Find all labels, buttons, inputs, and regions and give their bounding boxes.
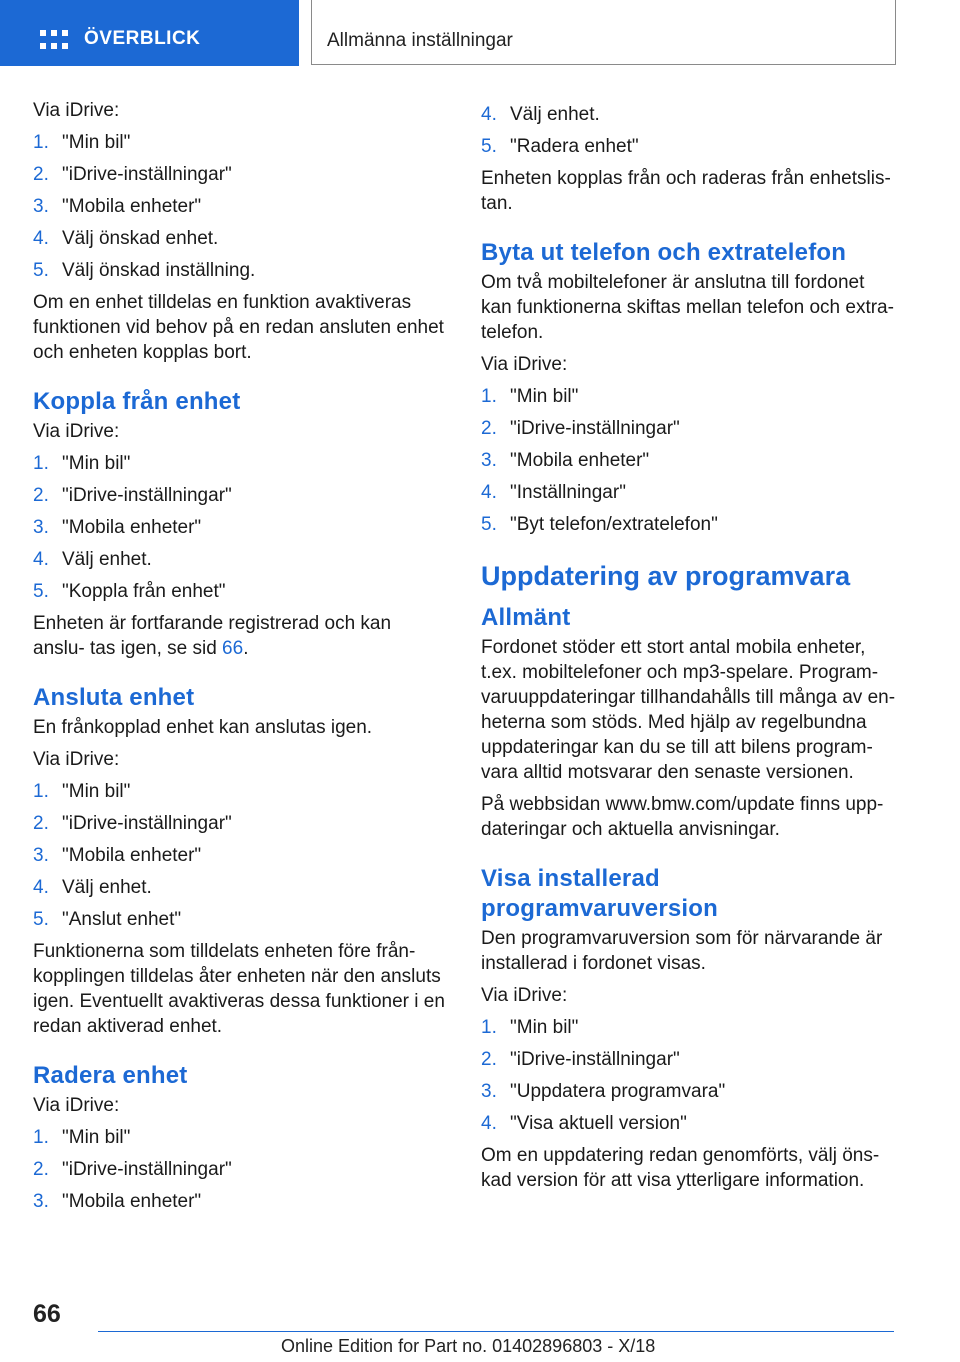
- step-number: 3.: [33, 1191, 49, 1212]
- list-item: [33, 515, 448, 540]
- paragraph: En frånkopplad enhet kan anslutas igen.: [33, 717, 373, 738]
- step-text: "Min bil": [62, 781, 131, 802]
- step-text: "Mobila enheter": [62, 845, 202, 866]
- step-text: "iDrive-inställningar": [62, 164, 232, 185]
- steps-list: [33, 130, 448, 283]
- step-number: 2.: [33, 485, 49, 506]
- step-text: "Min bil": [62, 132, 131, 153]
- heading-show-installed-version: Visa installerad programvaruversion: [481, 865, 719, 922]
- step-text: "Inställningar": [510, 482, 626, 503]
- steps-list: [481, 102, 896, 159]
- left-column: [33, 98, 448, 1221]
- paragraph: Fordonet stöder ett stort antal mobila enheter, t.ex. mobiltelefoner och mp3-spelare. Program‐ varuuppdateringar tillhandahålls till många av en‐ heterna som stöds. Med hjälp av regelbundna uppdateringar kan du se till att bilens program‐ vara alltid motsvarar den senaste versionen.: [481, 637, 896, 783]
- via-idrive-text: Via iDrive:: [33, 1095, 120, 1116]
- step-text: "Mobila enheter": [510, 450, 650, 471]
- step-number: 2.: [33, 813, 49, 834]
- step-text: "Uppdatera programvara": [510, 1081, 726, 1102]
- steps-list: [481, 1015, 896, 1136]
- top-navigation-bar: [0, 0, 960, 66]
- step-number: 2.: [481, 1049, 497, 1070]
- list-item: [33, 194, 448, 219]
- list-item: [481, 1079, 896, 1104]
- step-text: "Min bil": [62, 1127, 131, 1148]
- page-number: 66: [33, 1300, 61, 1328]
- via-idrive-text: Via iDrive:: [33, 100, 120, 121]
- step-number: 1.: [33, 781, 49, 802]
- step-number: 3.: [33, 845, 49, 866]
- paragraph: Om en uppdatering redan genomförts, välj öns‐ kad version för att visa ytterligare information.: [481, 1145, 880, 1191]
- step-text: "iDrive-inställningar": [510, 1049, 680, 1070]
- list-item: [33, 547, 448, 572]
- list-item: [33, 811, 448, 836]
- step-number: 4.: [481, 482, 497, 503]
- step-number: 5.: [33, 581, 49, 602]
- step-text: "Min bil": [62, 453, 131, 474]
- list-item: [481, 1111, 896, 1136]
- right-column: [481, 98, 896, 1200]
- step-text: "iDrive-inställningar": [510, 418, 680, 439]
- step-text: "iDrive-inställningar": [62, 813, 232, 834]
- list-item: [33, 1125, 448, 1150]
- paragraph: Funktionerna som tilldelats enheten före från‐ kopplingen tilldelas åter enheten när den ansluts igen. Eventuellt avaktiveras dessa funktioner i en redan aktiverad enhet.: [33, 941, 445, 1037]
- step-text: Välj enhet.: [510, 104, 600, 125]
- step-number: 3.: [481, 1081, 497, 1102]
- step-number: 1.: [33, 453, 49, 474]
- paragraph: Den programvaruversion som för närvarande är installerad i fordonet visas.: [481, 928, 883, 974]
- step-text: "Byt telefon/extratelefon": [510, 514, 718, 535]
- list-item: [481, 512, 896, 537]
- list-item: [481, 134, 896, 159]
- step-number: 4.: [33, 549, 49, 570]
- step-number: 4.: [481, 1113, 497, 1134]
- page-reference-link[interactable]: 66: [222, 638, 244, 659]
- step-number: 2.: [33, 164, 49, 185]
- step-text: Välj önskad inställning.: [62, 260, 256, 281]
- footer-edition-text: Online Edition for Part no. 01402896803 - X/18: [281, 1336, 656, 1356]
- step-number: 2.: [481, 418, 497, 439]
- tab-section[interactable]: [311, 0, 896, 65]
- step-number: 1.: [33, 132, 49, 153]
- list-item: [33, 843, 448, 868]
- step-number: 3.: [33, 196, 49, 217]
- list-item: [481, 384, 896, 409]
- list-item: [481, 102, 896, 127]
- step-number: 5.: [481, 514, 497, 535]
- via-idrive-text: Via iDrive:: [481, 985, 568, 1006]
- step-number: 2.: [33, 1159, 49, 1180]
- list-item: [33, 779, 448, 804]
- step-text: "Mobila enheter": [62, 1191, 202, 1212]
- step-number: 4.: [33, 877, 49, 898]
- step-text: Välj enhet.: [62, 549, 152, 570]
- step-number: 5.: [33, 909, 49, 930]
- steps-list: [33, 779, 448, 932]
- step-number: 1.: [481, 1017, 497, 1038]
- heading-general: Allmänt: [481, 604, 571, 631]
- list-item: [33, 1189, 448, 1214]
- paragraph: [33, 611, 448, 661]
- step-number: 3.: [33, 517, 49, 538]
- list-item: [33, 130, 448, 155]
- tab-overview-label: ÖVERBLICK: [84, 28, 201, 49]
- list-item: [33, 483, 448, 508]
- list-item: [33, 875, 448, 900]
- step-text: Välj enhet.: [62, 877, 152, 898]
- list-item: [33, 1157, 448, 1182]
- steps-list: [33, 1125, 448, 1214]
- list-item: [33, 579, 448, 604]
- step-text: "Mobila enheter": [62, 196, 202, 217]
- step-text: "Anslut enhet": [62, 909, 182, 930]
- step-number: 1.: [481, 386, 497, 407]
- step-number: 1.: [33, 1127, 49, 1148]
- step-number: 5.: [33, 260, 49, 281]
- heading-disconnect-device: Koppla från enhet: [33, 388, 241, 415]
- step-number: 5.: [481, 136, 497, 157]
- heading-connect-device: Ansluta enhet: [33, 684, 195, 711]
- step-text: "Min bil": [510, 386, 579, 407]
- list-item: [33, 258, 448, 283]
- paragraph: På webbsidan www.bmw.com/update finns upp‐ dateringar och aktuella anvisningar.: [481, 794, 884, 840]
- list-item: [481, 448, 896, 473]
- step-number: 3.: [481, 450, 497, 471]
- list-item: [33, 162, 448, 187]
- step-text: "Mobila enheter": [62, 517, 202, 538]
- step-text: "Visa aktuell version": [510, 1113, 687, 1134]
- list-item: [33, 907, 448, 932]
- step-text: "Koppla från enhet": [62, 581, 226, 602]
- step-text: "Radera enhet": [510, 136, 639, 157]
- via-idrive-text: Via iDrive:: [481, 354, 568, 375]
- grid-menu-icon: [40, 30, 68, 52]
- heading-delete-device: Radera enhet: [33, 1062, 188, 1089]
- step-text: "iDrive-inställningar": [62, 485, 232, 506]
- paragraph: Enheten kopplas från och raderas från enhetslis‐ tan.: [481, 168, 891, 214]
- footer-divider: [98, 1331, 894, 1332]
- steps-list: [481, 384, 896, 537]
- list-item: [481, 1047, 896, 1072]
- step-text: "iDrive-inställningar": [62, 1159, 232, 1180]
- tab-overview[interactable]: [0, 0, 299, 66]
- list-item: [481, 480, 896, 505]
- step-number: 4.: [33, 228, 49, 249]
- paragraph: Om en enhet tilldelas en funktion avaktiveras funktionen vid behov på en redan ansluten enhet och enheten kopplas bort.: [33, 292, 444, 363]
- via-idrive-text: Via iDrive:: [33, 421, 120, 442]
- paragraph: Om två mobiltelefoner är anslutna till fordonet kan funktionerna skiftas mellan telefon och extra‐ telefon.: [481, 272, 894, 343]
- step-text: "Min bil": [510, 1017, 579, 1038]
- step-number: 4.: [481, 104, 497, 125]
- tab-section-label: Allmänna inställningar: [327, 30, 513, 51]
- list-item: [481, 1015, 896, 1040]
- via-idrive-text: Via iDrive:: [33, 749, 120, 770]
- steps-list: [33, 451, 448, 604]
- paragraph-text: .: [243, 638, 249, 659]
- heading-swap-phone: Byta ut telefon och extratelefon: [481, 239, 847, 266]
- step-text: Välj önskad enhet.: [62, 228, 219, 249]
- list-item: [33, 226, 448, 251]
- paragraph-text: Enheten är fortfarande registrerad och kan anslu‐ tas igen, se sid: [33, 613, 392, 659]
- heading-software-update: Uppdatering av programvara: [481, 561, 851, 591]
- list-item: [33, 451, 448, 476]
- list-item: [481, 416, 896, 441]
